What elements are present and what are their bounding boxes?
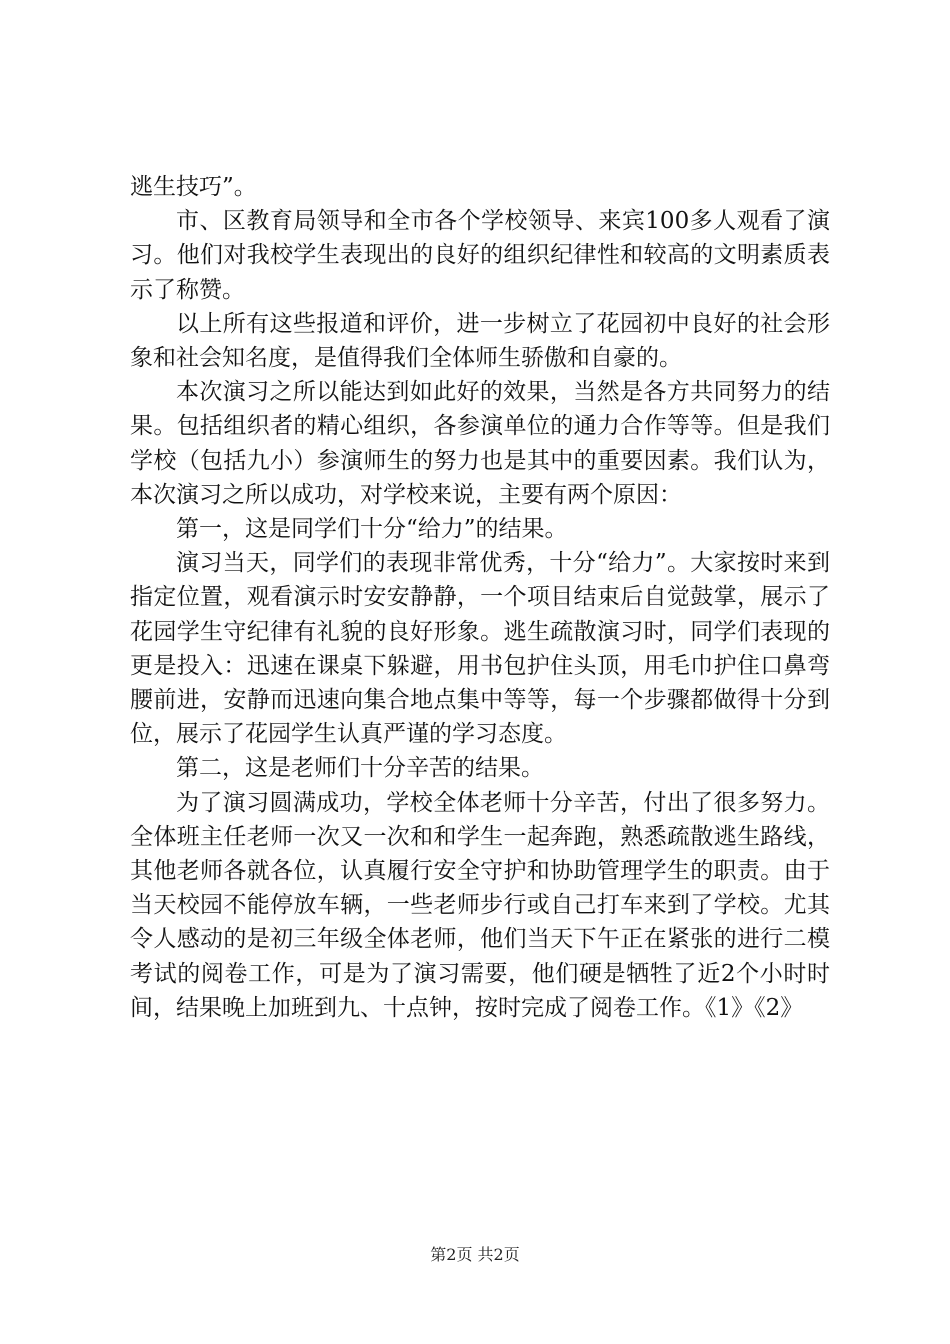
page-number-footer: 第2页 共2页 [430,1245,520,1264]
document-body [130,170,830,1025]
paragraph-first-reason: 第一，这是同学们十分“给力”的结果。 [176,516,568,543]
paragraph-continuation: 逃生技巧”。 [130,174,257,200]
paragraph-student-performance: 演习当天，同学们的表现非常优秀，十分“给力”。大家按时来到指定位置，观看演示时安安静静，一个项目结束后自觉鼓掌，展示了花园学生守纪律有礼貌的良好形象。逃生疏散演习时，同学们表现的更是投入：迅速在课桌下躲避，用书包护住头顶，用毛巾护住口鼻弯腰前进，安静而迅速向集合地点集中等等，每一个步骤都做得十分到位，展示了花园学生认真严谨的学习态度。 [130,550,830,748]
paragraph-reputation: 以上所有这些报道和评价，进一步树立了花园初中良好的社会形象和社会知名度，是值得我们全体师生骄傲和自豪的。 [130,310,830,372]
paragraph-teacher-effort: 为了演习圆满成功，学校全体老师十分辛苦，付出了很多努力。全体班主任老师一次又一次和和学生一起奔跑，熟悉疏散逃生路线，其他老师各就各位，认真履行安全守护和协助管理学生的职责。由于当天校园不能停放车辆，一些老师步行或自己打车来到了学校。尤其令人感动的是初三年级全体老师，他们当天下午正在紧张的进行二模考试的阅卷工作，可是为了演习需要，他们硬是牺牲了近2个小时时间，结果晚上加班到九、十点钟，按时完成了阅卷工作。《1》《2》 [130,789,830,1021]
paragraph-reasons-intro: 本次演习之所以能达到如此好的效果，当然是各方共同努力的结果。包括组织者的精心组织，各参演单位的通力合作等等。但是我们学校（包括九小）参演师生的努力也是其中的重要因素。我们认为，本次演习之所以成功，对学校来说，主要有两个原因： [130,379,830,508]
paragraph-second-reason: 第二，这是老师们十分辛苦的结果。 [176,755,544,782]
paragraph-audience: 市、区教育局领导和全市各个学校领导、来宾100多人观看了演习。他们对我校学生表现出的良好的组织纪律性和较高的文明素质表示了称赞。 [130,208,830,303]
